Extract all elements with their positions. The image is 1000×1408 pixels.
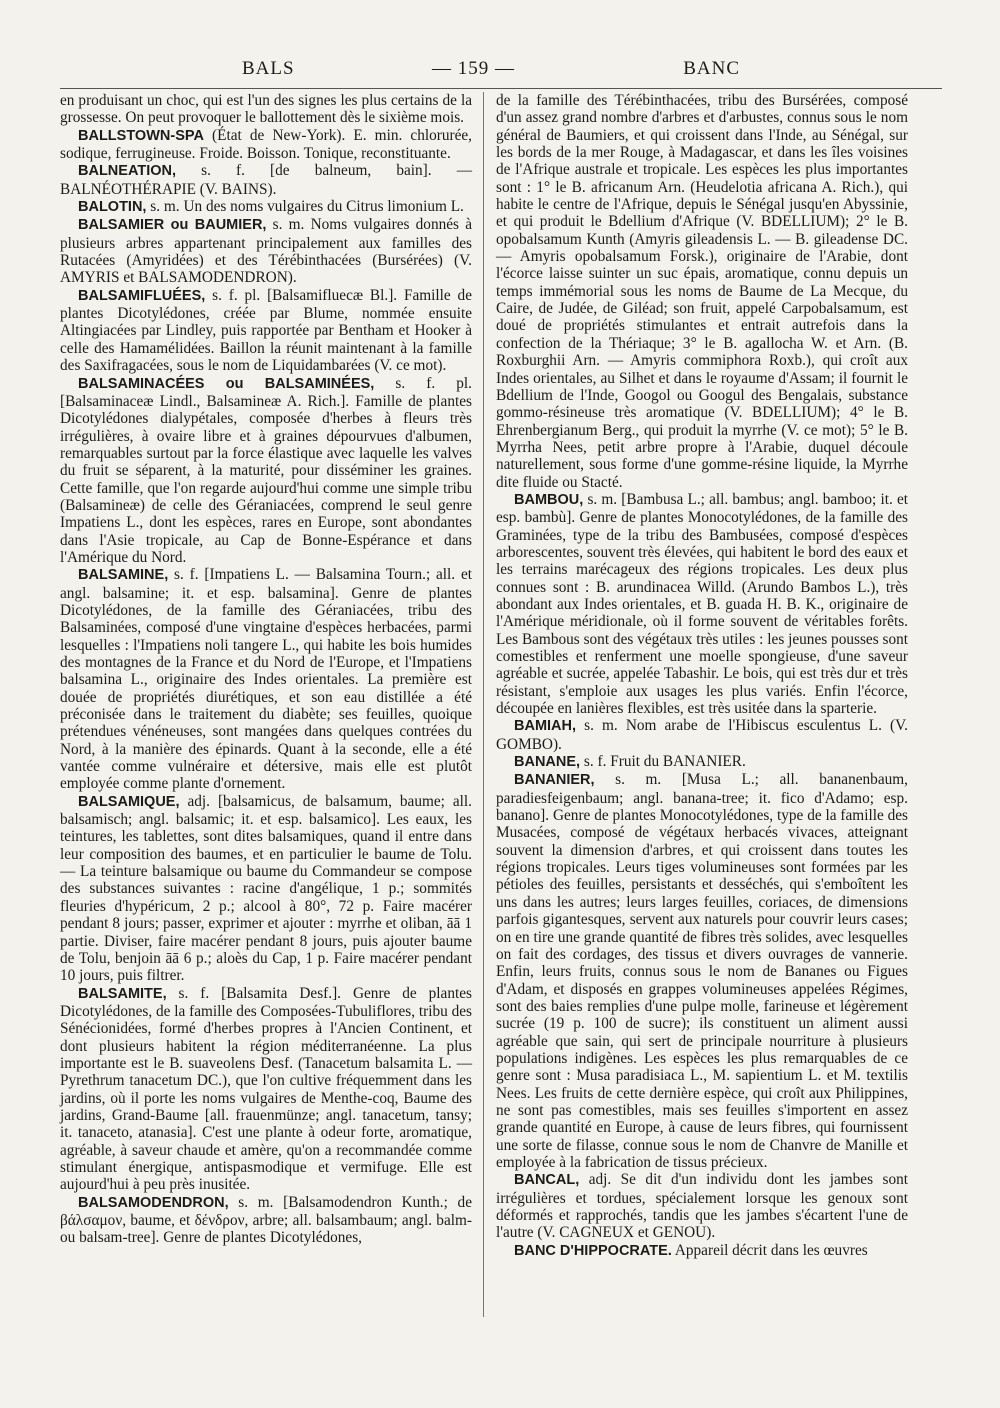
running-head-left: BALS <box>242 58 295 79</box>
entry-text: s. m. [Balsamodendron Kunth.; de βάλσαμον, baume, et δένδρον, arbre; all. balsambaum; angl. balm- ou balsam-tree]. Genre de plantes Dicotylédones, <box>60 1193 472 1247</box>
entry-headword: BALLSTOWN-SPA <box>78 127 204 144</box>
dictionary-entry <box>60 162 472 198</box>
entry-text: s. m. [Musa L.; all. bananenbaum, paradiesfeigenbaum; angl. banana-tree; it. fico d'Adamo; esp. banano]. Genre de plantes Monocotylédones, type de la famille des Musacées, composé de végétaux herbacés vivaces, atteignant souvent la dimension d'arbres, et qui croissent dans toutes les régions tropicales. Leurs tiges volumineuses sont formées par les pétioles des feuilles, persistants et desséchés, qui s'emboîtent les uns dans les autres; leurs larges feuilles, coriaces, de dimensions parfois gigantesques, servent aux naturels pour couvrir leurs cases; on en tire une grande quantité de fibres très solides, avec lesquelles on fait des cordages, des tissus et divers ouvrages de vannerie. Enfin, leurs fruits, connus sous le nom de Bananes ou Figues d'Adam, et disposés en grappes volumineuses appelées Régimes, sont des baies remplies d'une pulpe molle, farineuse et légèrement sucrée (19 p. 100 de sucre); ils constituent un aliment aussi agréable que sain, qui sert de principale nourriture à plusieurs populations indigènes. Les espèces les plus remarquables de ce genre sont : Musa paradisiaca L., M. sapientium L. et M. textilis Nees. Les fruits de cette dernière espèce, qui croît aux Philippines, ne sont pas comestibles, mais ses feuilles s'importent en assez grande quantité en Europe, à cause de leurs fibres, qui fournissent une sorte de filasse, connue sous le nom de Chanvre de Manille et employée à la fabrication de tissus précieux. <box>496 771 908 1171</box>
entry-text: adj. Se dit d'un individu dont les jambes sont irrégulières et tordues, spécialement lorsque les genoux sont déformés et rapprochés, tandis que les jambes s'écartent l'une de l'autre (V. CAGNEUX et GENOU). <box>496 1171 908 1242</box>
entry-text: s. m. Nom arabe de l'Hibiscus esculentus L. (V. GOMBO). <box>496 717 908 753</box>
right-column <box>496 92 908 1260</box>
column-divider <box>483 92 484 1317</box>
entry-text: adj. [balsamicus, de balsamum, baume; all. balsamisch; angl. balsamic; it. et esp. balsamico]. Les eaux, les teintures, les tablettes, sont dites balsamiques, quand il entre dans leur composition des baumes, et en particulier le baume de Tolu. — La teinture balsamique ou baume du Commandeur se compose des substances suivantes : racine d'angélique, 1 p.; sommités fleuries d'hypéricum, 2 p.; alcool à 80°, 72 p. Faire macérer pendant 8 jours; passer, exprimer et ajouter : myrrhe et oliban, āā 1 partie. Diviser, faire macérer pendant 8 jours, puis ajouter baume de Tolu, benjoin āā 6 p.; aloès du Cap, 1 p. Faire macérer pendant 10 jours, puis filtrer. <box>60 792 472 985</box>
dictionary-entry <box>60 287 472 375</box>
entry-headword: BALSAMINE, <box>78 567 169 584</box>
entry-headword: BALSAMIQUE, <box>78 793 180 810</box>
entry-headword: BALNEATION, <box>78 163 177 180</box>
dictionary-entry <box>496 92 908 491</box>
entry-headword: BAMBOU, <box>514 491 584 508</box>
entry-headword: BALSAMIFLUÉES, <box>78 287 206 304</box>
entry-text: s. m. Un des noms vulgaires du Citrus limonium L. <box>146 198 464 216</box>
entry-text: Appareil décrit dans les œuvres <box>671 1241 868 1259</box>
entry-text: s. f. pl. [Balsamifluecæ Bl.]. Famille de plantes Dicotylédones, créée par Blume, nommée ensuite Altingiacées par Lindley, puis rapportée par Bentham et Hooker à celle des Hamamélidées. Baillon la réunit maintenant à la famille des Saxifragacées, sous le nom de Liquidambarées (V. ce mot). <box>60 286 472 375</box>
dictionary-entry <box>496 491 908 717</box>
dictionary-entry <box>60 198 472 216</box>
entry-headword: BANANIER, <box>514 772 595 789</box>
dictionary-entry <box>496 1242 908 1260</box>
dictionary-entry <box>60 92 472 127</box>
entry-text: en produisant un choc, qui est l'un des signes les plus certains de la grossesse. On peut provoquer le ballottement dès le sixième mois. <box>60 92 472 127</box>
dictionary-entry <box>60 216 472 286</box>
entry-text: (État de New-York). E. min. chlorurée, sodique, ferrugineuse. Froide. Boisson. Tonique, reconstituante. <box>60 126 472 163</box>
entry-text: s. f. [Impatiens L. — Balsamina Tourn.; all. et angl. balsamine; it. et esp. balsamina]. Genre de plantes Dicotylédones, de la famille des Géraniacées, tribu des Balsaminées, composé d'une vingtaine d'espèces herbacées, parmi lesquelles : l'Impatiens noli tangere L., qui habite les bois humides des montagnes de la France et du Nord de l'Europe, et l'Impatiens balsamina L., originaire des Indes orientales. La première est douée de propriétés diurétiques, et son eau distillée a été préconisée dans le traitement du diabète; ses feuilles, quoique prétendues vénéneuses, sont mangées dans quelques contrées du Nord, à la manière des épinards. Quant à la seconde, elle a été vantée comme vulnéraire et détersive, mais elle est plutôt employée comme plante d'ornement. <box>60 566 472 793</box>
entry-text: s. m. Noms vulgaires donnés à plusieurs arbres appartenant principalement aux familles des Rutacées (Amyridées) et des Térébinthacées (Bursérées) (V. AMYRIS et BALSAMODENDRON). <box>60 216 472 287</box>
entry-headword: BALSAMODENDRON, <box>78 1194 229 1211</box>
dictionary-entry <box>60 127 472 163</box>
left-column <box>60 92 472 1247</box>
entry-headword: BAMIAH, <box>514 718 577 735</box>
dictionary-entry <box>496 1171 908 1241</box>
dictionary-entry <box>60 985 472 1194</box>
page-number: — 159 — <box>432 58 515 79</box>
entry-headword: BALSAMIER ou BAUMIER, <box>78 217 267 234</box>
entry-text: de la famille des Térébinthacées, tribu des Bursérées, composé d'un assez grand nombre d'arbres et d'arbustes, connus sous le nom général de Baumiers, et qui croissent dans l'Inde, au Sénégal, sur les bords de la mer Rouge, à Madagascar, et dans les îles voisines de l'Afrique australe et tropicale. Les espèces les plus importantes sont : 1° le B. africanum Arn. (Heudelotia africana A. Rich.), qui habite le centre de l'Afrique, depuis le Sénégal jusqu'en Abyssinie, et qui produit le Bdellium d'Afrique (V. BDELLIUM); 2° le B. opobalsamum Kunth (Amyris gileadensis L. — B. gileadense DC. — Amyris opobalsamum Forsk.), originaire de l'Arabie, dont l'écorce laisse suinter un suc épais, aromatique, connu depuis un temps immémorial sous les noms de Baume de La Mecque, du Caire, de Judée, de Giléad; son fruit, appelé Carpobalsamum, est doué de propriétés stimulantes et entrait autrefois dans la confection de la Thériaque; 3° le B. agallocha W. et Arn. (B. Roxburghii Arn. — Amyris commiphora Roxb.), qui croît aux Indes orientales, au Silhet et dans le royaume d'Assam; il fournit le Bdellium de l'Inde, Googol ou Googul des Bengalais, substance gommo-résineuse très aromatique (V. BDELLIUM); 4° le B. Ehrenbergianum Berg., qui produit la myrrhe (V. ce mot); 5° le B. Myrrha Nees, petit arbre propre à l'Arabie, duquel découle naturellement, sous forme d'une gomme-résine liquide, la Myrrhe dite fluide ou Stacté. <box>496 92 908 491</box>
entry-headword: BALSAMITE, <box>78 985 167 1002</box>
dictionary-entry <box>60 793 472 985</box>
entry-text: s. m. [Bambusa L.; all. bambus; angl. bamboo; it. et esp. bambù]. Genre de plantes Monocotylédones, de la famille des Graminées, type de la tribu des Bambusées, composé d'espèces arborescentes, souvent très élevées, qui habitent le bord des eaux et les terrains marécageux des régions tropicales. Les deux plus connues sont : B. arundinacea Willd. (Arundo Bambos L.), très abondant aux Indes orientales, et B. guada H. B. K., originaire de l'Amérique méridionale, où il forme souvent de véritables forêts. Les Bambous sont des végétaux très utiles : les jeunes pousses sont comestibles et renferment une moelle spongieuse, d'une saveur agréable et sucrée, appelée Tabashir. Le bois, qui est très dur et très résistant, s'emploie aux usages les plus variés. Enfin l'écorce, découpée en lanières flexibles, est très usitée dans la sparterie. <box>496 490 909 718</box>
dictionary-entry <box>496 771 908 1171</box>
running-head-right: BANC <box>683 58 740 79</box>
dictionary-entry <box>496 753 908 771</box>
dictionary-entry <box>60 1194 472 1247</box>
entry-text: s. f. pl. [Balsaminaceæ Lindl., Balsamineæ A. Rich.]. Famille de plantes Dicotylédones dialypétales, composée d'herbes à fleurs très irrégulières, à ovaire libre et à graines dépourvues d'albumen, remarquables surtout par la force élastique avec laquelle les valves du fruit se séparent, à la maturité, pour disséminer les graines. Cette famille, que l'on regarde aujourd'hui comme une simple tribu (Balsamineæ) de celle des Géraniacées, comprend le seul genre Impatiens L., dont les espèces, rares en Europe, sont abondantes dans l'Asie tropicale, au Cap de Bonne-Espérance et dans l'Amérique du Nord. <box>60 374 472 566</box>
entry-headword: BANC D'HIPPOCRATE. <box>514 1242 672 1259</box>
dictionary-entry <box>496 717 908 753</box>
dictionary-entry <box>60 375 472 567</box>
entry-headword: BANCAL, <box>514 1172 580 1189</box>
dictionary-entry <box>60 566 472 792</box>
entry-text: s. f. [de balneum, bain]. — BALNÉOTHÉRAPIE (V. BAINS). <box>60 162 472 198</box>
page-header <box>60 58 940 84</box>
entry-text: s. f. [Balsamita Desf.]. Genre de plantes Dicotylédones, de la famille des Composées-Tubuliflores, tribu des Sénécionidées, formé d'herbes propres à l'Ancien Continent, et dont plusieurs habitent la région méditerranéenne. La plus importante est le B. suaveolens Desf. (Tanacetum balsamita L. — Pyrethrum tanacetum DC.), que l'on cultive fréquemment dans les jardins, où il porte les noms vulgaires de Menthe-coq, Baume des jardins, Grand-Baume [all. frauenmünze; angl. tanacetum, tansy; it. tanaceto, atanasia]. C'est une plante à odeur forte, aromatique, agréable, à saveur chaude et amère, qu'on a recommandée comme stimulant énergique, antispasmodique et vermifuge. Elle est aujourd'hui à peu près inusitée. <box>60 984 472 1194</box>
entry-headword: BALSAMINACÉES ou BALSAMINÉES, <box>78 375 375 392</box>
header-rule <box>60 88 942 89</box>
entry-text: s. f. Fruit du BANANIER. <box>580 753 746 771</box>
entry-headword: BALOTIN, <box>78 199 147 216</box>
entry-headword: BANANE, <box>514 754 581 771</box>
